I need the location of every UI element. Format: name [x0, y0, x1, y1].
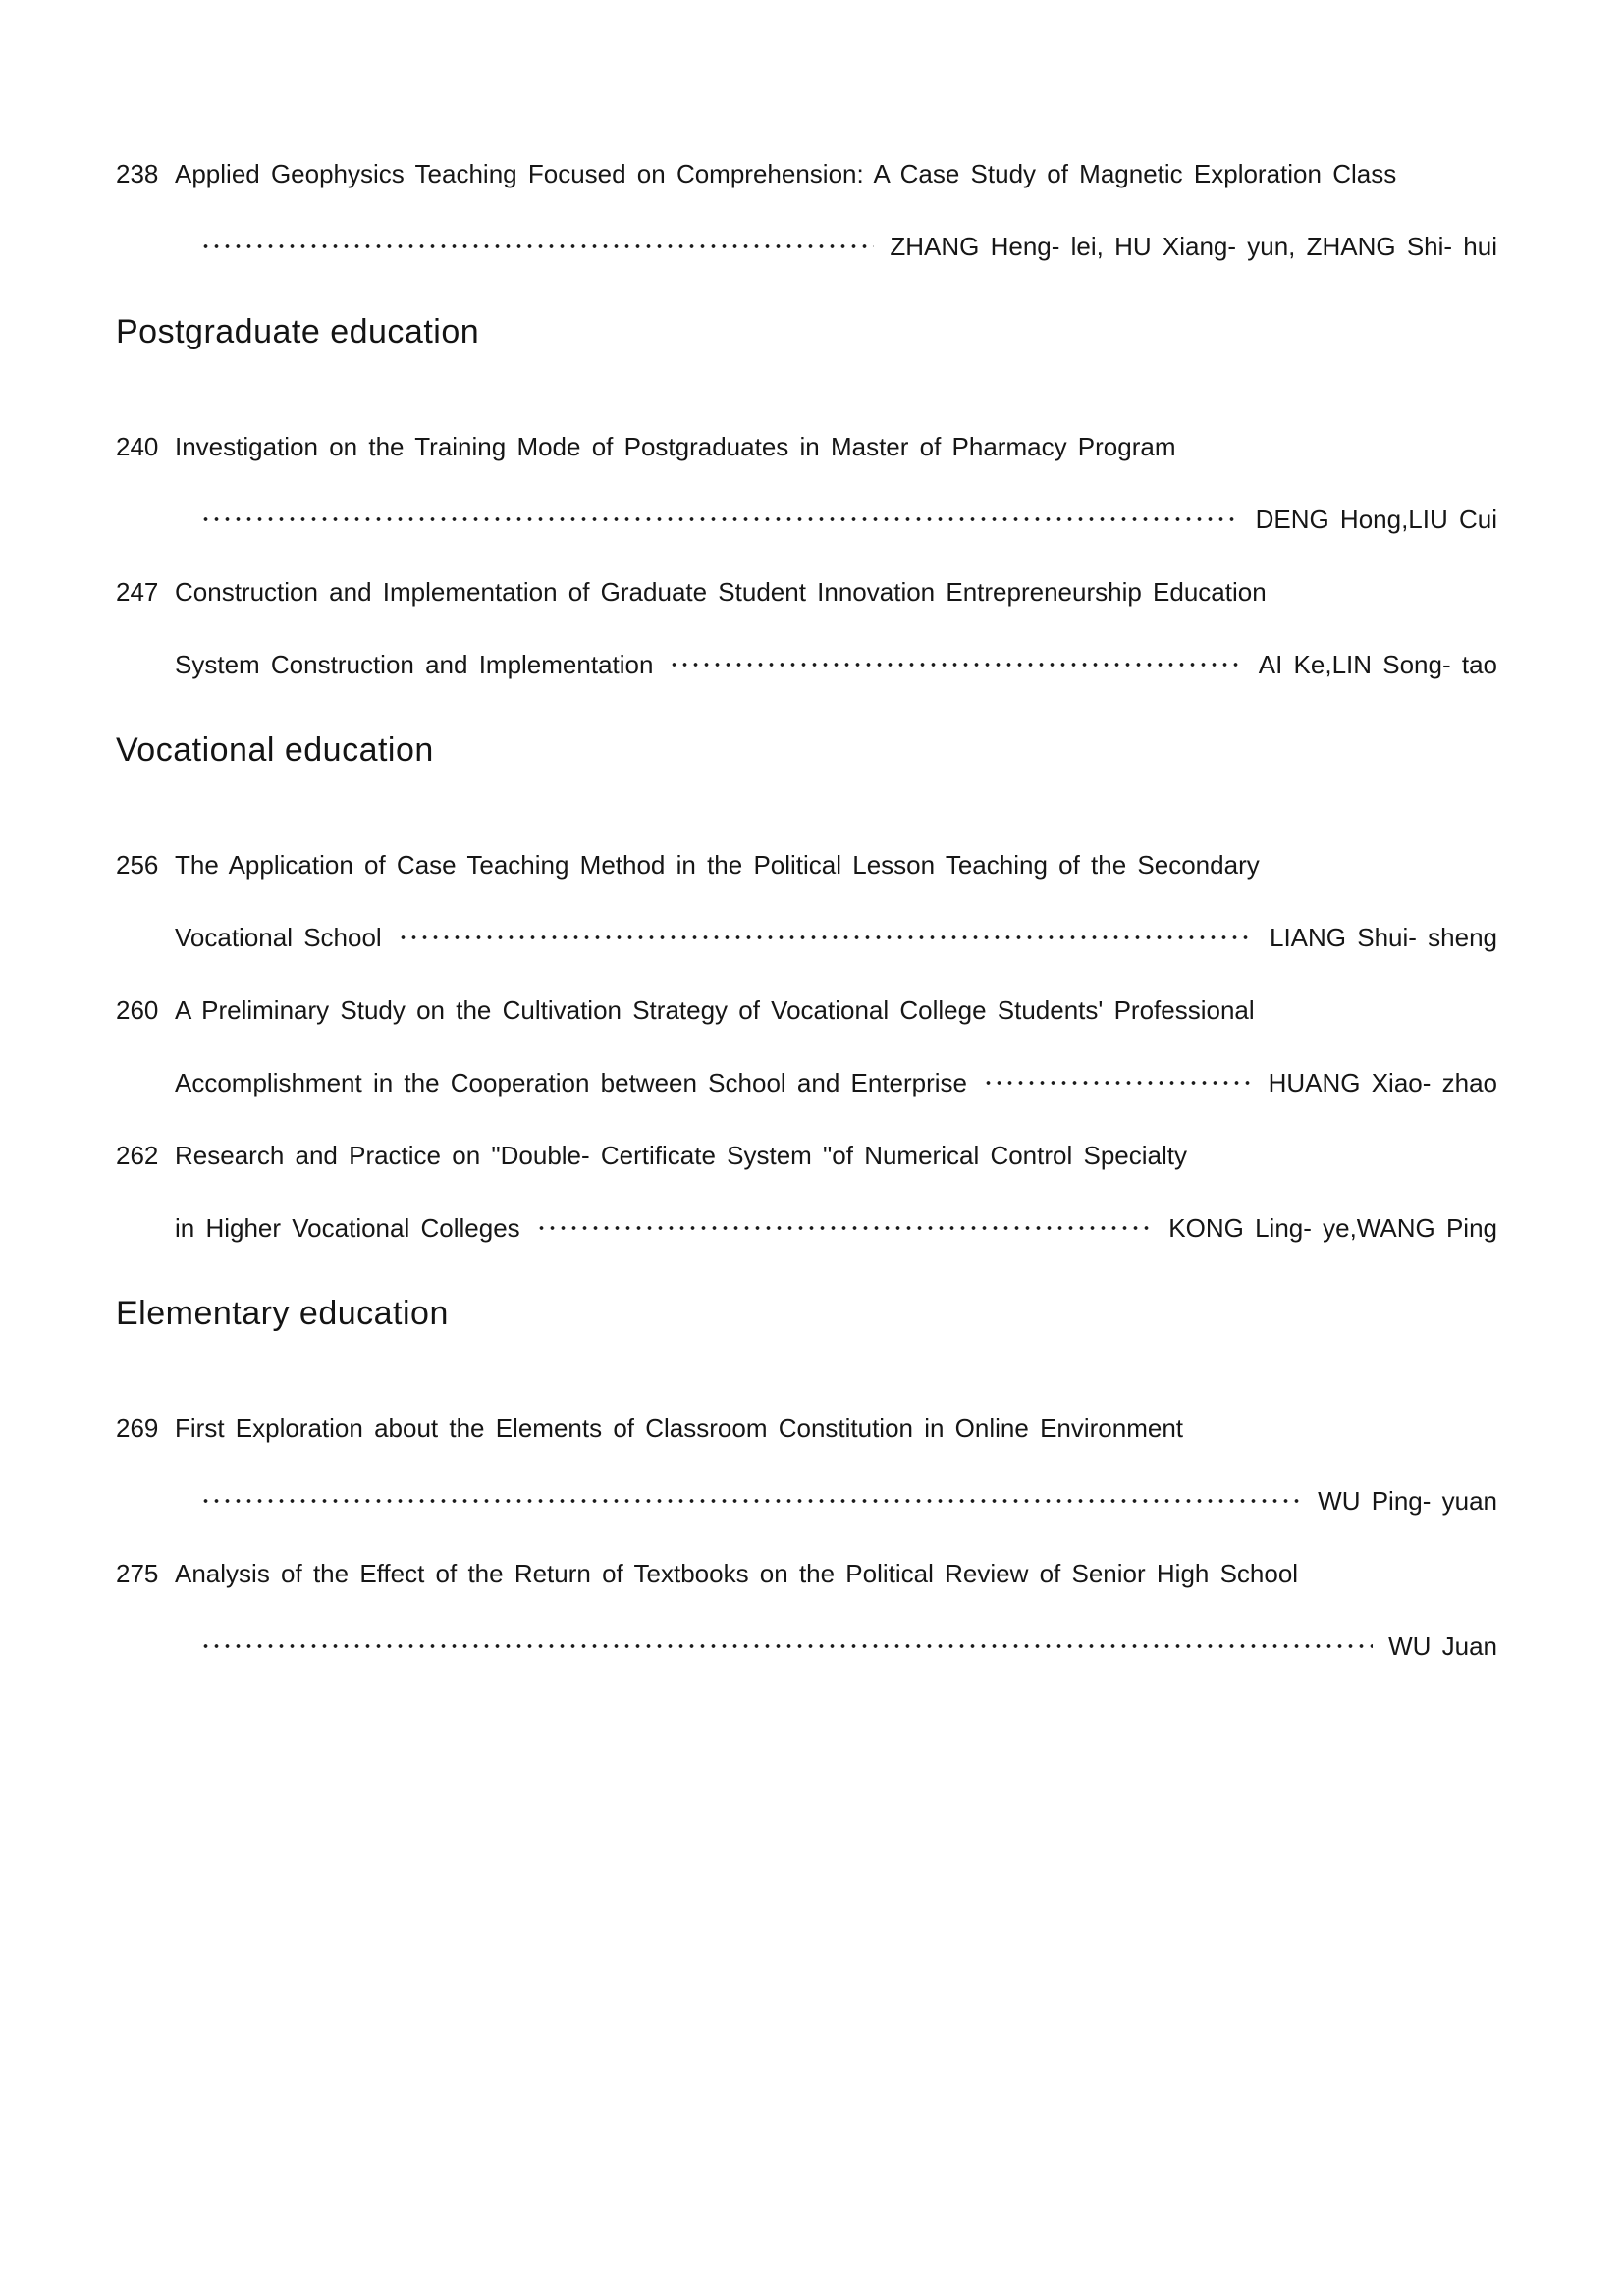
dot-leader — [200, 1633, 1373, 1659]
article-authors: WU Juan — [1388, 1631, 1497, 1661]
dot-leader — [983, 1070, 1253, 1095]
page-number: 262 — [116, 1141, 159, 1170]
toc-entry-title-line — [116, 1392, 1497, 1465]
toc-entry — [116, 556, 1497, 701]
article-title: Applied Geophysics Teaching Focused on Comprehension: A Case Study of Magnetic Exploration Class — [175, 159, 1397, 188]
article-title: The Application of Case Teaching Method in the Political Lesson Teaching of the Secondary — [175, 850, 1260, 880]
page-number: 238 — [116, 159, 159, 188]
toc-entry-title-line — [116, 974, 1497, 1046]
page-number: 269 — [116, 1414, 159, 1443]
article-title: A Preliminary Study on the Cultivation Strategy of Vocational College Students' Professional — [175, 995, 1255, 1025]
article-authors: ZHANG Heng- lei, HU Xiang- yun, ZHANG Shi- hui — [890, 232, 1497, 261]
article-title: Construction and Implementation of Graduate Student Innovation Entrepreneurship Education — [175, 577, 1267, 607]
toc-entry-author-line — [116, 1610, 1497, 1682]
toc-entry — [116, 1119, 1497, 1264]
article-title: First Exploration about the Elements of Classroom Constitution in Online Environment — [175, 1414, 1184, 1443]
article-authors: WU Ping- yuan — [1318, 1486, 1497, 1516]
toc-entry-author-line — [116, 210, 1497, 283]
toc-entry — [116, 828, 1497, 974]
article-title: Analysis of the Effect of the Return of Textbooks on the Political Review of Senior High School — [175, 1559, 1299, 1588]
article-title: Investigation on the Training Mode of Postgraduates in Master of Pharmacy Program — [175, 432, 1176, 461]
article-authors: AI Ke,LIN Song- tao — [1258, 650, 1497, 679]
toc-entry-title-line — [116, 828, 1497, 901]
page-number: 260 — [116, 995, 159, 1025]
dot-leader — [398, 925, 1254, 950]
toc-entry-author-line — [116, 483, 1497, 556]
page-number: 240 — [116, 432, 159, 461]
dot-leader — [200, 234, 874, 259]
toc-entry — [116, 1392, 1497, 1537]
article-authors: LIANG Shui- sheng — [1269, 923, 1497, 952]
toc-entry-title-line — [116, 556, 1497, 628]
page-number: 247 — [116, 577, 159, 607]
article-title-continued: Vocational School — [175, 923, 382, 952]
article-title-continued: System Construction and Implementation — [175, 650, 654, 679]
section-heading-postgraduate-education: Postgraduate education — [116, 313, 480, 350]
toc-entry-title-line — [116, 410, 1497, 483]
dot-leader — [200, 1488, 1302, 1514]
section-heading-vocational-education: Vocational education — [116, 731, 434, 769]
dot-leader — [669, 652, 1242, 677]
article-title: Research and Practice on "Double- Certificate System "of Numerical Control Specialty — [175, 1141, 1187, 1170]
toc-entry-title-line — [116, 137, 1497, 210]
page-number: 275 — [116, 1559, 159, 1588]
toc-entry — [116, 1537, 1497, 1682]
article-authors: DENG Hong,LIU Cui — [1255, 505, 1497, 534]
dot-leader — [536, 1215, 1154, 1241]
section-heading-elementary-education: Elementary education — [116, 1295, 449, 1332]
article-title-continued: in Higher Vocational Colleges — [175, 1213, 520, 1243]
article-title-continued: Accomplishment in the Cooperation between School and Enterprise — [175, 1068, 968, 1097]
toc-entry-author-line — [116, 628, 1497, 701]
dot-leader — [200, 507, 1240, 532]
toc-entry-author-line — [116, 901, 1497, 974]
toc-entry — [116, 410, 1497, 556]
page-number: 256 — [116, 850, 159, 880]
toc-entry — [116, 974, 1497, 1119]
article-authors: KONG Ling- ye,WANG Ping — [1168, 1213, 1497, 1243]
toc-entry-author-line — [116, 1192, 1497, 1264]
toc-entry — [116, 137, 1497, 283]
toc-entry-author-line — [116, 1046, 1497, 1119]
toc-entry-author-line — [116, 1465, 1497, 1537]
toc-entry-title-line — [116, 1537, 1497, 1610]
toc-entry-title-line — [116, 1119, 1497, 1192]
article-authors: HUANG Xiao- zhao — [1268, 1068, 1497, 1097]
